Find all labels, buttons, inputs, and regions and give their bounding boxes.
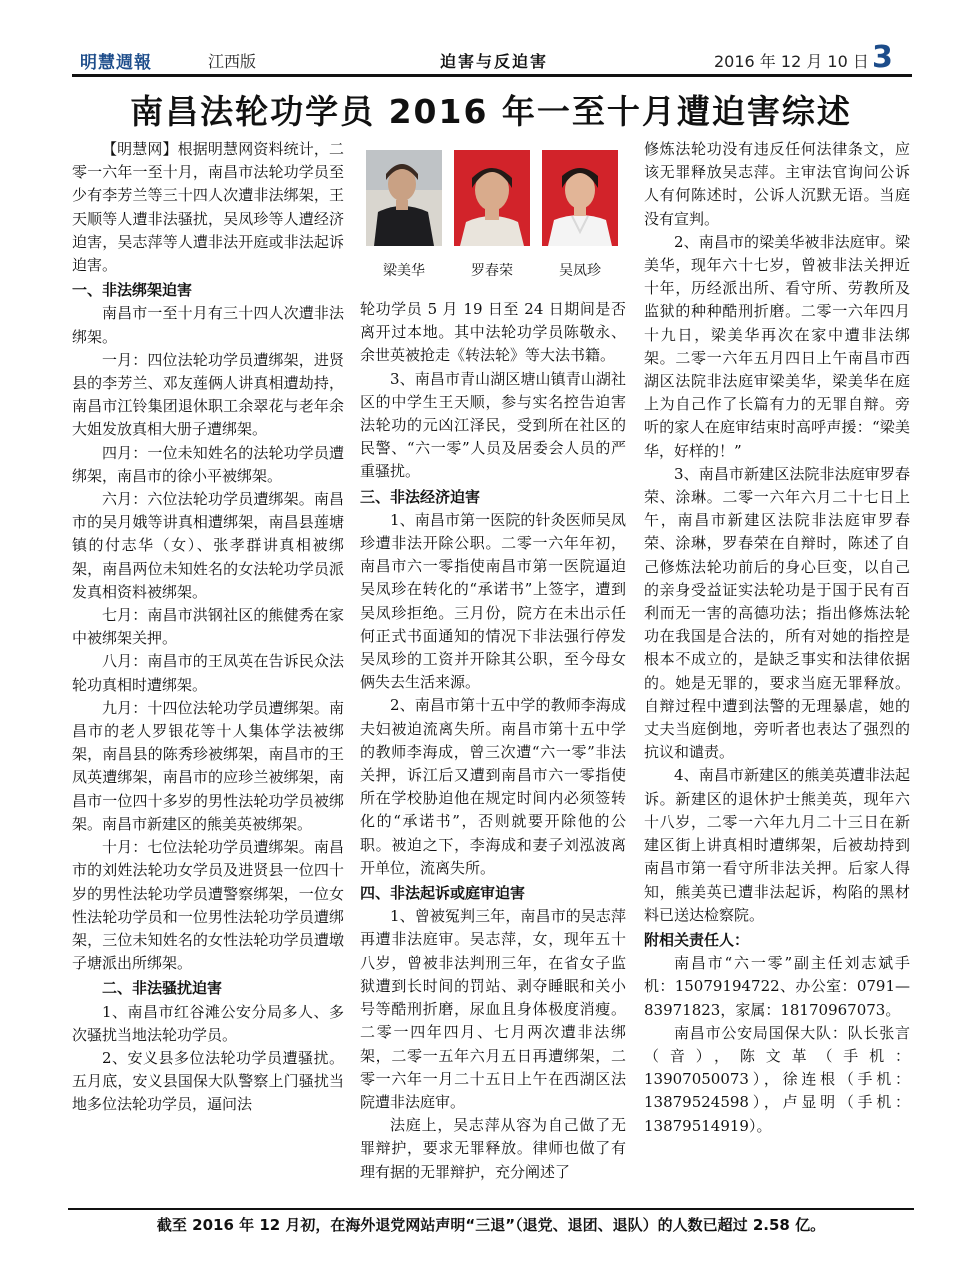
paragraph: 修炼法轮功没有违反任何法律条文，应该无罪释放吴志萍。主审法官询问公诉人有何陈述时，公诉人沉默无语。当庭没有宣判。: [644, 140, 910, 228]
page-header: [68, 40, 914, 75]
section-heading: 附相关责任人：: [644, 930, 750, 949]
paragraph: 法庭上，吴志萍从容为自己做了无罪辩护，要求无罪释放。律师也做了有理有据的无罪辩护，充分阐述了: [360, 1116, 626, 1181]
footer-divider: [68, 1208, 914, 1210]
paragraph: 一月：四位法轮功学员遭绑架，进贤县的李芳兰、邓友莲俩人讲真相遭劫持，南昌市江铃集团退休职工余翠花与老年余大姐发放真相大册子遭绑架。: [72, 350, 344, 439]
paragraph: 3、南昌市青山湖区塘山镇青山湖社区的中学生王天顺，参与实名控告迫害法轮功的元凶江泽民，受到所在社区的民警、“六一零”人员及居委会人员的严重骚扰。: [360, 369, 626, 481]
intro-paragraph: 【明慧网】根据明慧网资料统计，二零一六年一至十月，南昌市法轮功学员至少有李芳兰等三十四人次遭非法绑架，王天顺等人遭非法骚扰，吴凤珍等人遭经济迫害，吴志萍等人遭非法开庭或非法起诉迫害。: [72, 140, 344, 275]
paragraph: 九月：十四位法轮功学员遭绑架。南昌市的老人罗银花等十人集体学法被绑架，南昌县的陈秀珍被绑架，南昌市的王凤英遭绑架，南昌市的应珍兰被绑架，南昌市一位四十多岁的男性法轮功学员被绑架。南昌市新建区的熊美英被绑架。: [72, 698, 344, 833]
article-title: 南昌法轮功学员 2016 年一至十月遭迫害综述: [130, 92, 852, 131]
column-3: [644, 138, 910, 1138]
paragraph: 八月：南昌市的王凤英在告诉民众法轮功真相时遭绑架。: [72, 652, 344, 694]
paragraph: 十月：七位法轮功学员遭绑架。南昌市的刘姓法轮功女学员及进贤县一位四十岁的男性法轮功学员遭警察绑架，一位女性法轮功学员和一位男性法轮功学员遭绑架，三位未知姓名的女性法轮功学员遭墩子塘派出所绑架。: [72, 838, 344, 973]
paragraph: 1、南昌市第一医院的针灸医师吴凤珍遭非法开除公职。二零一六年年初，南昌市六一零指使南昌市第一医院逼迫吴凤珍在转化的“承诺书”上签字，遭到吴凤珍拒绝。三月份，院方在未出示任何正式书面通知的情况下非法强行停发吴凤珍的工资并开除其公职，至今母女俩失去生活来源。: [360, 510, 626, 692]
paragraph: 六月：六位法轮功学员遭绑架。南昌市的吴月娥等讲真相遭绑架，南昌县莲塘镇的付志华（女）、张孝群讲真相被绑架，南昌两位未知姓名的女法轮功学员派发真相资料被绑架。: [72, 490, 344, 601]
paragraph: 四月：一位未知姓名的法轮功学员遭绑架，南昌市的徐小平被绑架。: [72, 443, 344, 485]
paragraph: 1、南昌市红谷滩公安分局多人、多次骚扰当地法轮功学员。: [72, 1002, 344, 1044]
paragraph: 2、南昌市第十五中学的教师李海成夫妇被迫流离失所。南昌市第十五中学的教师李海成，曾三次遭“六一零”非法关押，诉江后又遭到南昌市六一零指使所在学校胁迫他在规定时间内必须签转化的“承诺书”，否则就要开除他的公职。被迫之下，李海成和妻子刘泓波离开单位，流离失所。: [360, 696, 626, 877]
section-heading: 三、非法经济迫害: [360, 487, 481, 506]
paragraph: 七月：南昌市洪钢社区的熊健秀在家中被绑架关押。: [72, 606, 344, 648]
column-1: [72, 138, 344, 1117]
paragraph: 1、曾被冤判三年，南昌市的吴志萍再遭非法庭审。吴志萍，女，现年五十八岁，曾被非法判刑三年，在省女子监狱遭到长时间的罚站、剥夺睡眠和关小号等酷刑折磨，尿血且身体极度消瘦。二零一四年四月、七月两次遭非法绑架，二零一五年六月五日再遭绑架，二零一六年一月二十五日上午在西湖区法院遭非法庭审。: [360, 907, 626, 1111]
issue-date: 2016 年 12 月 10 日: [714, 52, 869, 71]
paragraph: 南昌市一至十月有三十四人次遭非法绑架。: [72, 304, 344, 346]
newspaper-brand: 明慧週報: [80, 53, 152, 73]
paragraph: 南昌市“六一零”副主任刘志斌手机：15079194722、办公室：0791—83971823，家属：18170967073。: [644, 954, 910, 1019]
page-number: 3: [872, 40, 893, 75]
paragraph: 4、南昌市新建区的熊美英遭非法起诉。新建区的退休护士熊美英，现年六十八岁，二零一六年九月二十三日在新建区街上讲真相时遭绑架，后被劫持到南昌市第一看守所非法关押。后家人得知，熊美英已遭非法起诉，构陷的黑材料已送达检察院。: [644, 766, 910, 924]
photo-caption: 吴凤珍: [559, 263, 601, 279]
paragraph: 2、安义县多位法轮功学员遭骚扰。五月底，安义县国保大队警察上门骚扰当地多位法轮功学员，逼问法: [72, 1048, 344, 1114]
photo-strip: [362, 150, 624, 286]
section-heading: 一、非法绑架迫害: [72, 281, 193, 300]
paragraph: 2、南昌市的梁美华被非法庭审。梁美华，现年六十七岁，曾被非法关押近十年，历经派出所、看守所、劳教所及监狱的种种酷刑折磨。二零一六年四月十九日，梁美华再次在家中遭非法绑架。二零一六年五月四日上午南昌市西湖区法院非法庭审梁美华，梁美华在庭上为自己作了长篇有力的无罪自辩。旁听的家人在庭审结束时高呼声援：“梁美华，好样的！”: [644, 232, 910, 460]
edition-label: 江西版: [208, 52, 257, 71]
column-2: [360, 298, 626, 1184]
footer-note: 截至 2016 年 12 月初，在海外退党网站声明“三退”（退党、退团、退队）的人数已超过 2.58 亿。: [156, 1216, 826, 1234]
portrait-photo: [366, 150, 442, 246]
section-heading: 四、非法起诉或庭审迫害: [360, 884, 526, 903]
header-divider: [72, 74, 912, 77]
paragraph: 3、南昌市新建区法院非法庭审罗春荣、涂琳。二零一六年六月二十七日上午，南昌市新建区法院非法庭审罗春荣、涂琳，罗春荣在自辩时，陈述了自己修炼法轮功前后的身心巨变，以自己的亲身受益证实法轮功是于国于民有百利而无一害的高德功法；指出修炼法轮功在我国是合法的，所有对她的指控是根本不成立的，是缺乏事实和法律依据的。她是无罪的，要求当庭无罪释放。自辩过程中遭到法警的无理暴虐，她的丈夫当庭倒地，旁听者也表达了强烈的抗议和谴责。: [644, 464, 910, 762]
photo-caption: 梁美华: [383, 263, 425, 279]
portrait-photo: [542, 150, 618, 246]
section-heading: 二、非法骚扰迫害: [102, 979, 223, 998]
portrait-photo: [454, 150, 530, 246]
section-label: 迫害与反迫害: [440, 52, 549, 71]
photo-caption: 罗春荣: [471, 263, 513, 279]
paragraph: 轮功学员 5 月 19 日至 24 日期间是否离开过本地。其中法轮功学员陈敬永、余世英被抢走《转法轮》等大法书籍。: [360, 300, 626, 365]
paragraph: 南昌市公安局国保大队：队长张言（音），陈文革（手机：13907050073），徐连根（手机：13879524598），卢显明（手机：13879514919）。: [644, 1023, 910, 1135]
